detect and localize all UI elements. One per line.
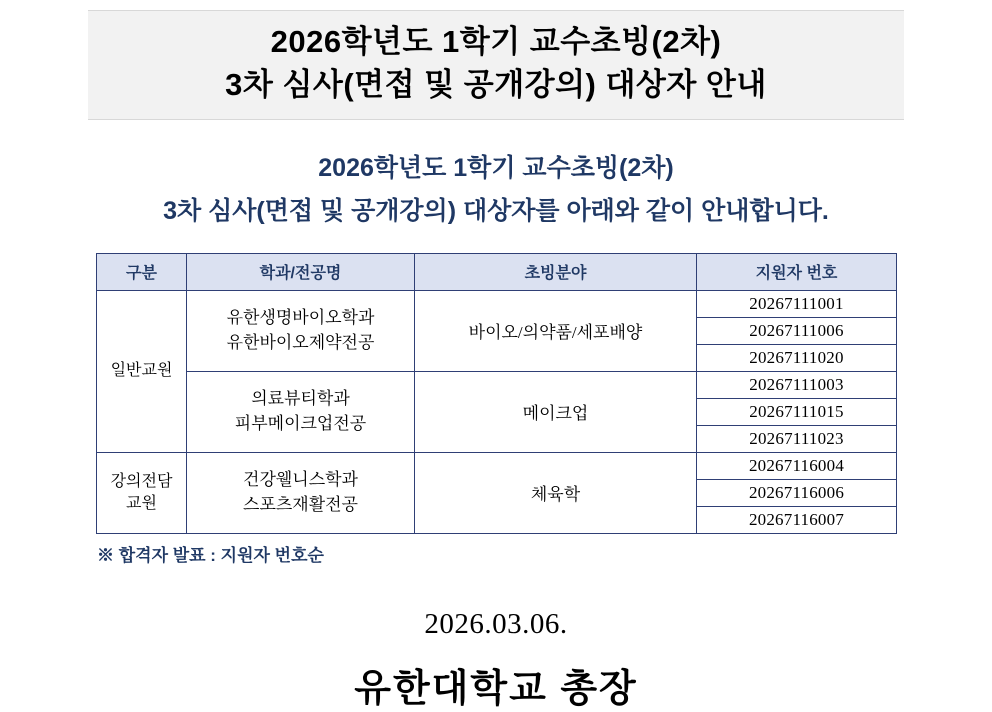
- column-header-applicant-number: 지원자 번호: [697, 253, 897, 290]
- applicant-number: 20267111001: [697, 290, 897, 317]
- intro-line-2: 3차 심사(면접 및 공개강의) 대상자를 아래와 같이 안내합니다.: [163, 197, 829, 226]
- group-line-1: 강의전담: [110, 472, 173, 490]
- applicant-number: 20267111023: [697, 425, 897, 452]
- table-row: [97, 452, 897, 479]
- document-page: [0, 10, 992, 710]
- candidates-table-wrapper: [96, 253, 896, 534]
- applicant-number: 20267116006: [697, 479, 897, 506]
- document-footer: [0, 608, 992, 712]
- department-cell-beauty: [187, 371, 415, 452]
- column-header-department: 학과/전공명: [187, 253, 415, 290]
- group-cell-lecture: [97, 452, 187, 533]
- department-line-2: 스포츠재활전공: [243, 494, 358, 514]
- applicant-number: 20267116004: [697, 452, 897, 479]
- table-row: [97, 290, 897, 317]
- department-line-1: 건강웰니스학과: [243, 469, 358, 489]
- table-header-row: [97, 253, 897, 290]
- title-banner: [88, 10, 904, 120]
- table-row: [97, 371, 897, 398]
- field-cell-physical-education: 체육학: [415, 452, 697, 533]
- group-line-2: 교원: [126, 494, 157, 512]
- candidates-table: [96, 253, 897, 534]
- applicant-number: 20267111006: [697, 317, 897, 344]
- field-cell-makeup: 메이크업: [415, 371, 697, 452]
- group-cell-general: 일반교원: [97, 290, 187, 452]
- field-cell-bio: 바이오/의약품/세포배양: [415, 290, 697, 371]
- column-header-group: 구분: [97, 253, 187, 290]
- title-line-1: 2026학년도 1학기 교수초빙(2차): [270, 24, 722, 59]
- department-line-2: 유한바이오제약전공: [226, 332, 375, 352]
- applicant-number: 20267111003: [697, 371, 897, 398]
- intro-paragraph: [0, 150, 992, 231]
- intro-line-1: 2026학년도 1학기 교수초빙(2차): [318, 153, 674, 182]
- department-cell-bio: [187, 290, 415, 371]
- applicant-number: 20267111020: [697, 344, 897, 371]
- title-line-2: 3차 심사(면접 및 공개강의) 대상자 안내: [225, 66, 767, 102]
- issue-date: 2026.03.06.: [424, 607, 568, 640]
- applicant-number: 20267116007: [697, 506, 897, 533]
- announcement-note: ※ 합격자 발표 : 지원자 번호순: [97, 545, 324, 565]
- department-line-2: 피부메이크업전공: [234, 413, 367, 433]
- department-cell-wellness: [187, 452, 415, 533]
- department-line-1: 유한생명바이오학과: [226, 307, 375, 327]
- applicant-number: 20267111015: [697, 398, 897, 425]
- department-line-1: 의료뷰티학과: [251, 388, 350, 408]
- signer-name: 유한대학교 총장: [354, 667, 638, 710]
- column-header-field: 초빙분야: [415, 253, 697, 290]
